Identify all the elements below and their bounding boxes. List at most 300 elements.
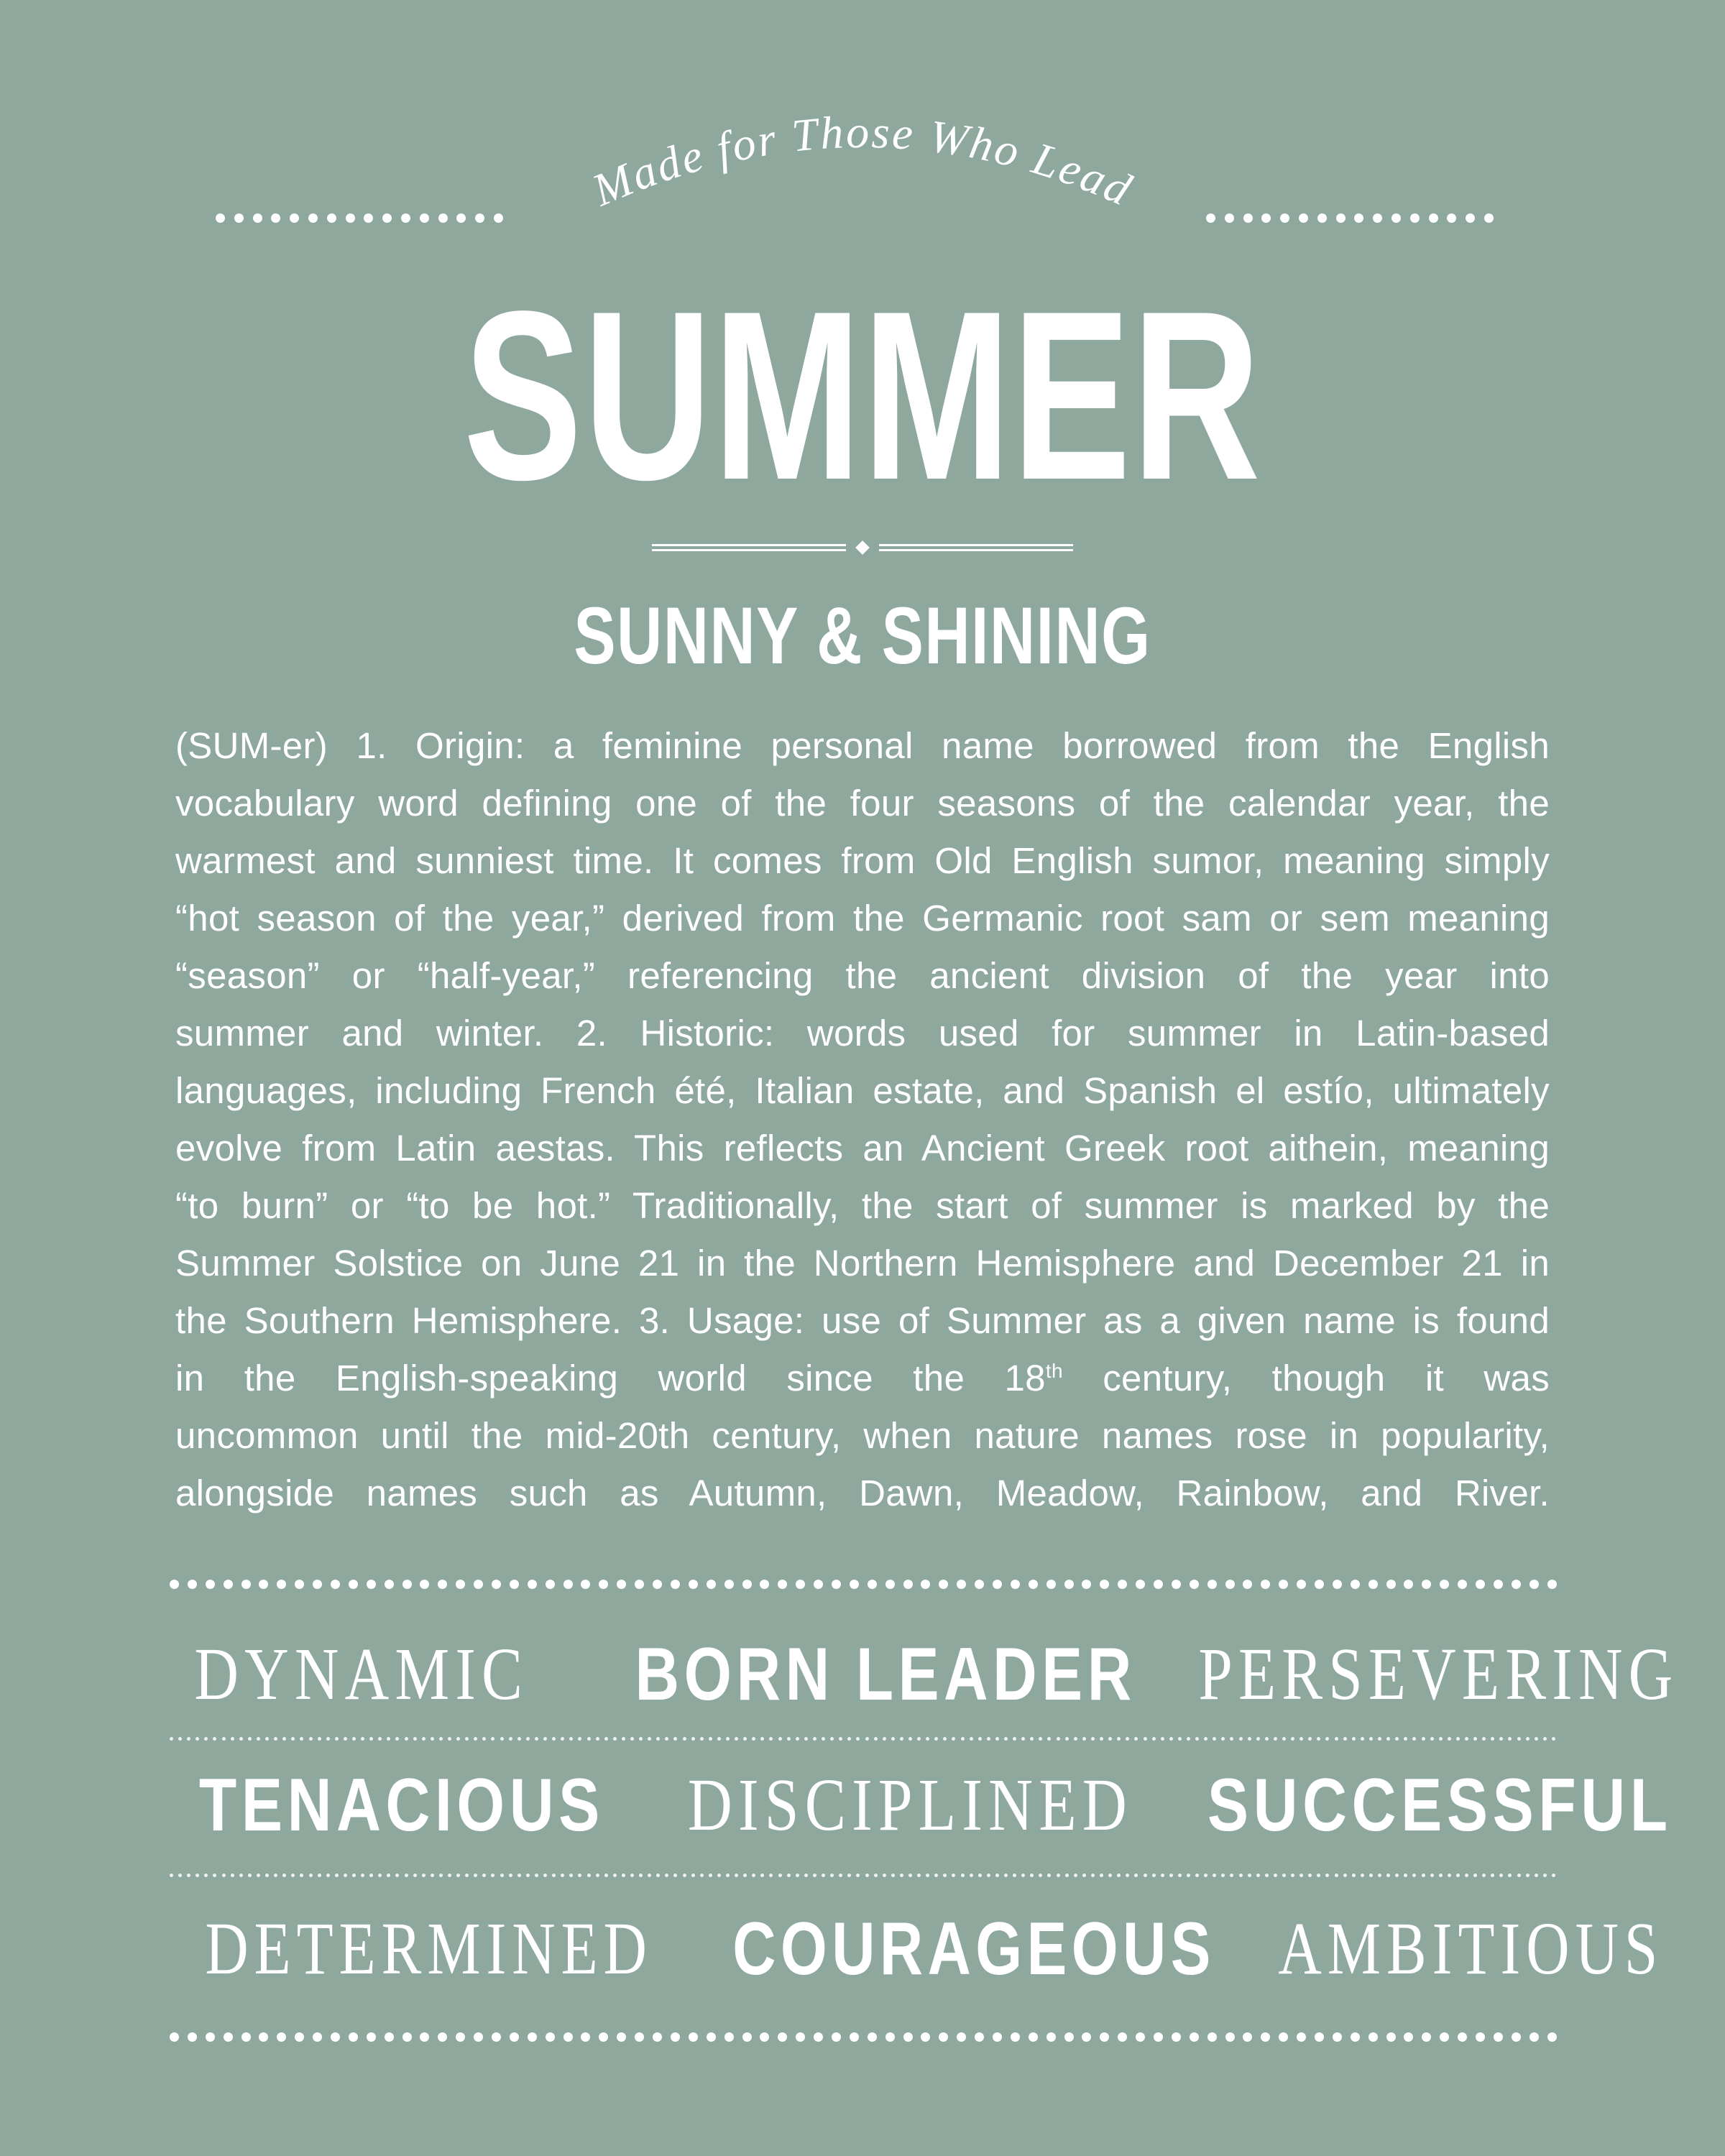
dot bbox=[673, 1874, 677, 1877]
dot bbox=[309, 1874, 313, 1877]
dot bbox=[500, 1874, 504, 1877]
dot bbox=[839, 1874, 842, 1877]
dot bbox=[274, 1737, 277, 1741]
dot bbox=[327, 213, 336, 223]
dot bbox=[295, 2032, 304, 2042]
dot bbox=[1208, 1580, 1217, 1589]
dot bbox=[431, 1874, 434, 1877]
dot bbox=[752, 1737, 755, 1741]
dot bbox=[482, 1737, 486, 1741]
tagline-arc bbox=[0, 0, 1725, 287]
dot bbox=[509, 1737, 512, 1741]
dot bbox=[234, 213, 244, 223]
dot bbox=[987, 1737, 990, 1741]
dot bbox=[1206, 213, 1215, 223]
dot bbox=[1195, 1874, 1199, 1877]
dot bbox=[1404, 1580, 1413, 1589]
dot bbox=[204, 1737, 208, 1741]
dot bbox=[787, 1737, 791, 1741]
definition-line bbox=[175, 1350, 1550, 1407]
dot bbox=[868, 2032, 877, 2042]
definition-line: “to burn” or “to be hot.” Traditionally, the start of summer is marked by the bbox=[175, 1185, 1550, 1226]
dot bbox=[796, 1874, 799, 1877]
dot bbox=[510, 2032, 519, 2042]
dot bbox=[344, 1737, 347, 1741]
dot bbox=[1178, 1874, 1182, 1877]
dot bbox=[346, 213, 355, 223]
dot bbox=[413, 1874, 417, 1877]
dot bbox=[405, 1737, 408, 1741]
dot bbox=[438, 213, 448, 223]
dot bbox=[405, 1874, 408, 1877]
dot bbox=[1169, 1737, 1173, 1741]
dot bbox=[683, 1874, 686, 1877]
dot bbox=[926, 1737, 929, 1741]
dot bbox=[242, 2032, 251, 2042]
dot bbox=[742, 1580, 752, 1589]
dot bbox=[995, 1874, 999, 1877]
dot bbox=[1039, 1737, 1042, 1741]
dot bbox=[422, 1874, 426, 1877]
traits-separator-2 bbox=[170, 1874, 1557, 1877]
dot bbox=[1508, 1737, 1512, 1741]
dot bbox=[1279, 1580, 1288, 1589]
dot bbox=[1422, 1737, 1425, 1741]
dot bbox=[224, 1580, 233, 1589]
dot bbox=[921, 2032, 930, 2042]
dot bbox=[364, 213, 373, 223]
dot bbox=[222, 1874, 226, 1877]
dot bbox=[1543, 1874, 1547, 1877]
dot bbox=[709, 1874, 712, 1877]
dot bbox=[865, 1737, 869, 1741]
dot bbox=[439, 1874, 443, 1877]
dot bbox=[1030, 1874, 1034, 1877]
dot bbox=[257, 1874, 260, 1877]
dot bbox=[975, 1580, 984, 1589]
dot bbox=[1343, 1874, 1347, 1877]
dot bbox=[170, 2032, 179, 2042]
dot bbox=[1412, 1737, 1416, 1741]
dot bbox=[622, 1874, 625, 1877]
dot bbox=[349, 2032, 358, 2042]
dot bbox=[402, 2032, 412, 2042]
dot bbox=[856, 1737, 860, 1741]
dot bbox=[1221, 1874, 1225, 1877]
dot bbox=[1422, 1580, 1431, 1589]
dot bbox=[344, 1874, 347, 1877]
dot bbox=[335, 1874, 339, 1877]
dot bbox=[448, 1874, 451, 1877]
dot bbox=[1261, 213, 1271, 223]
dot bbox=[1195, 1737, 1199, 1741]
dot bbox=[822, 1737, 825, 1741]
dot bbox=[787, 1874, 791, 1877]
dot bbox=[943, 1874, 947, 1877]
dot bbox=[367, 1580, 376, 1589]
dot bbox=[1369, 1737, 1373, 1741]
dot bbox=[224, 2032, 233, 2042]
dot bbox=[385, 2032, 394, 2042]
dot bbox=[1369, 1874, 1373, 1877]
dot bbox=[665, 1874, 668, 1877]
dot bbox=[216, 213, 225, 223]
dot bbox=[1074, 1874, 1077, 1877]
dot bbox=[1230, 1737, 1233, 1741]
dot bbox=[387, 1737, 390, 1741]
dot bbox=[290, 213, 299, 223]
dot bbox=[1308, 1737, 1312, 1741]
dot bbox=[274, 1874, 277, 1877]
dot bbox=[500, 1737, 504, 1741]
dot bbox=[1225, 1580, 1235, 1589]
dot bbox=[993, 1580, 1002, 1589]
top-left-dotted-rule bbox=[216, 213, 503, 223]
trait-word: BORN LEADER bbox=[635, 1633, 1136, 1716]
dot bbox=[760, 1737, 764, 1741]
dot bbox=[832, 2032, 841, 2042]
definition-line: “season” or “half-year,” referencing the ancient division of the year into bbox=[175, 955, 1550, 996]
dot bbox=[178, 1874, 182, 1877]
dot bbox=[1225, 2032, 1235, 2042]
dot bbox=[804, 1874, 808, 1877]
dot bbox=[1439, 1737, 1443, 1741]
dot bbox=[1343, 1737, 1347, 1741]
dot bbox=[1317, 1737, 1320, 1741]
dot bbox=[613, 1874, 617, 1877]
dot bbox=[1144, 1874, 1147, 1877]
dot bbox=[671, 1580, 680, 1589]
dot bbox=[1057, 1874, 1060, 1877]
dot bbox=[1082, 1580, 1091, 1589]
dot bbox=[665, 1737, 668, 1741]
dot bbox=[743, 1874, 747, 1877]
dot bbox=[1091, 1737, 1095, 1741]
dot bbox=[1261, 1580, 1270, 1589]
title-divider-ornament bbox=[647, 535, 1078, 563]
dot bbox=[422, 1737, 426, 1741]
dot bbox=[735, 1737, 738, 1741]
dot bbox=[760, 1580, 769, 1589]
dot bbox=[259, 1580, 268, 1589]
dot bbox=[569, 1737, 573, 1741]
dot bbox=[604, 1874, 608, 1877]
dot bbox=[528, 1580, 537, 1589]
dot bbox=[546, 2032, 555, 2042]
dot bbox=[1315, 2032, 1324, 2042]
dot bbox=[1308, 1874, 1312, 1877]
dot bbox=[900, 1737, 903, 1741]
dot bbox=[778, 2032, 787, 2042]
dot bbox=[282, 1737, 286, 1741]
dot bbox=[1021, 1874, 1025, 1877]
dot bbox=[970, 1737, 973, 1741]
dot bbox=[438, 2032, 447, 2042]
dot bbox=[1213, 1737, 1216, 1741]
dot bbox=[1221, 1737, 1225, 1741]
dot bbox=[778, 1737, 782, 1741]
dot bbox=[1169, 1874, 1173, 1877]
dot bbox=[908, 1737, 912, 1741]
dot bbox=[804, 1737, 808, 1741]
dot bbox=[438, 1580, 447, 1589]
dot bbox=[581, 1580, 590, 1589]
trait-word: COURAGEOUS bbox=[732, 1907, 1216, 1991]
dot bbox=[1297, 2032, 1306, 2042]
dot bbox=[456, 213, 466, 223]
dot bbox=[1265, 1874, 1269, 1877]
definition-line-start: in the English-speaking world since the 18 bbox=[175, 1358, 1046, 1399]
dot bbox=[1458, 1580, 1467, 1589]
dot bbox=[510, 1580, 519, 1589]
dot bbox=[494, 213, 503, 223]
dot bbox=[1517, 1874, 1521, 1877]
dot bbox=[313, 2032, 322, 2042]
dot bbox=[564, 2032, 573, 2042]
dot bbox=[778, 1874, 782, 1877]
dot bbox=[546, 1580, 555, 1589]
name-meaning: SUNNY & SHINING bbox=[574, 591, 1151, 681]
dot bbox=[1172, 1580, 1181, 1589]
dot bbox=[865, 1874, 869, 1877]
dot bbox=[656, 1737, 660, 1741]
dot bbox=[1526, 1737, 1530, 1741]
dot bbox=[1225, 213, 1234, 223]
dot bbox=[717, 1874, 721, 1877]
dot bbox=[1361, 1737, 1364, 1741]
dot bbox=[917, 1874, 921, 1877]
dot bbox=[318, 1874, 321, 1877]
dot bbox=[518, 1737, 521, 1741]
dot bbox=[856, 1874, 860, 1877]
dot bbox=[934, 1874, 938, 1877]
dot bbox=[277, 1580, 286, 1589]
dot bbox=[1412, 1874, 1416, 1877]
dot bbox=[1378, 1874, 1381, 1877]
dot bbox=[1404, 1737, 1407, 1741]
dot bbox=[691, 1874, 695, 1877]
dot bbox=[726, 1874, 730, 1877]
dot bbox=[796, 1580, 805, 1589]
dot bbox=[535, 1737, 538, 1741]
dot bbox=[1484, 213, 1494, 223]
dot bbox=[1213, 1874, 1216, 1877]
dot bbox=[231, 1874, 234, 1877]
dot bbox=[1465, 1737, 1468, 1741]
dot bbox=[1256, 1874, 1260, 1877]
dot bbox=[874, 1737, 878, 1741]
dot bbox=[1530, 1580, 1539, 1589]
dot bbox=[518, 1874, 521, 1877]
dot bbox=[439, 1737, 443, 1741]
dot bbox=[1440, 1580, 1449, 1589]
dot bbox=[277, 2032, 286, 2042]
dot bbox=[1315, 1580, 1324, 1589]
dot bbox=[769, 1737, 773, 1741]
dot bbox=[796, 2032, 805, 2042]
dot bbox=[206, 2032, 215, 2042]
dot bbox=[1243, 213, 1253, 223]
definition-line-tail: century, though it was bbox=[1103, 1358, 1550, 1399]
dot bbox=[1136, 2032, 1145, 2042]
dot bbox=[630, 1874, 634, 1877]
dot bbox=[1482, 1874, 1486, 1877]
dot bbox=[1280, 213, 1289, 223]
dot bbox=[239, 1737, 243, 1741]
dot bbox=[509, 1874, 512, 1877]
dot bbox=[1456, 1737, 1460, 1741]
dot bbox=[1108, 1737, 1112, 1741]
dot bbox=[752, 1874, 755, 1877]
dot bbox=[1134, 1874, 1138, 1877]
dot bbox=[1325, 1737, 1329, 1741]
dot bbox=[599, 1580, 608, 1589]
dot bbox=[613, 1737, 617, 1741]
dot bbox=[961, 1874, 965, 1877]
dot bbox=[689, 1580, 698, 1589]
dot bbox=[465, 1737, 469, 1741]
dot bbox=[648, 1874, 651, 1877]
dot bbox=[1300, 1874, 1303, 1877]
traits-bottom-dotted-rule bbox=[170, 2032, 1557, 2042]
dot bbox=[874, 1874, 878, 1877]
dot bbox=[814, 2032, 823, 2042]
dot bbox=[222, 1737, 226, 1741]
dot bbox=[291, 1737, 295, 1741]
dot bbox=[653, 2032, 662, 2042]
dot bbox=[1440, 2032, 1449, 2042]
dot bbox=[1517, 1737, 1521, 1741]
dot bbox=[1351, 1580, 1360, 1589]
dot bbox=[326, 1737, 330, 1741]
dot bbox=[993, 2032, 1002, 2042]
dot bbox=[1187, 1874, 1190, 1877]
dot bbox=[369, 1737, 373, 1741]
dot bbox=[1274, 1874, 1277, 1877]
dot bbox=[832, 1580, 841, 1589]
definition-line: alongside names such as Autumn, Dawn, Meadow, Rainbow, and River. bbox=[175, 1473, 1550, 1514]
dot bbox=[691, 1737, 695, 1741]
dot bbox=[707, 1580, 716, 1589]
dot bbox=[617, 1580, 626, 1589]
dot bbox=[903, 2032, 913, 2042]
dot bbox=[1368, 1580, 1378, 1589]
divider-line-left bbox=[652, 544, 846, 551]
dot bbox=[1300, 1737, 1303, 1741]
dot bbox=[349, 1580, 358, 1589]
dot bbox=[957, 1580, 966, 1589]
dot bbox=[587, 1737, 591, 1741]
dot bbox=[908, 1874, 912, 1877]
dot bbox=[543, 1874, 547, 1877]
dot bbox=[1430, 1874, 1434, 1877]
dot bbox=[300, 1874, 303, 1877]
dot bbox=[401, 213, 410, 223]
dot bbox=[1448, 1737, 1451, 1741]
dot bbox=[926, 1874, 929, 1877]
dot bbox=[1547, 1580, 1557, 1589]
dot bbox=[1152, 1737, 1156, 1741]
dot bbox=[1410, 213, 1420, 223]
dot bbox=[900, 1874, 903, 1877]
definition-line: warmest and sunniest time. It comes from Old English sumor, meaning simply bbox=[175, 840, 1550, 881]
dot bbox=[599, 2032, 608, 2042]
trait-word: DYNAMIC bbox=[194, 1633, 529, 1715]
dot bbox=[630, 1737, 634, 1741]
dot bbox=[188, 1580, 197, 1589]
dot bbox=[987, 1874, 990, 1877]
dot bbox=[1336, 213, 1346, 223]
dot bbox=[474, 1737, 477, 1741]
dot bbox=[639, 1874, 643, 1877]
dot bbox=[369, 1874, 373, 1877]
dot bbox=[1091, 1874, 1095, 1877]
dot bbox=[1378, 1737, 1381, 1741]
dot bbox=[1354, 213, 1363, 223]
dot bbox=[648, 1737, 651, 1741]
dot bbox=[1333, 1580, 1342, 1589]
dot bbox=[1261, 2032, 1270, 2042]
dot bbox=[830, 1737, 834, 1741]
dot bbox=[1161, 1737, 1164, 1741]
dot bbox=[850, 2032, 859, 2042]
dot bbox=[822, 1874, 825, 1877]
dot bbox=[313, 1580, 322, 1589]
dot bbox=[1317, 213, 1327, 223]
dot bbox=[1265, 1737, 1269, 1741]
dot bbox=[1011, 1580, 1020, 1589]
ordinal-suffix: th bbox=[1045, 1360, 1063, 1382]
dot bbox=[1499, 1874, 1503, 1877]
dot bbox=[170, 1580, 179, 1589]
dot bbox=[587, 1874, 591, 1877]
dot bbox=[1352, 1737, 1356, 1741]
dot bbox=[395, 1737, 399, 1741]
dot bbox=[700, 1874, 704, 1877]
dot bbox=[265, 1874, 269, 1877]
dot bbox=[1476, 1580, 1485, 1589]
dot bbox=[1482, 1737, 1486, 1741]
dot bbox=[1368, 2032, 1378, 2042]
dot bbox=[952, 1737, 955, 1741]
dot bbox=[178, 1737, 182, 1741]
dot bbox=[1178, 1737, 1182, 1741]
dot bbox=[1108, 1874, 1112, 1877]
dot bbox=[813, 1737, 816, 1741]
dot bbox=[187, 1874, 190, 1877]
dot bbox=[402, 1580, 412, 1589]
dot bbox=[1082, 2032, 1091, 2042]
dot bbox=[482, 1874, 486, 1877]
dot bbox=[526, 1874, 530, 1877]
dot bbox=[213, 1874, 216, 1877]
dot bbox=[1239, 1874, 1243, 1877]
dot bbox=[1466, 213, 1475, 223]
tagline-text: Made for Those Who Lead bbox=[585, 106, 1141, 216]
dot bbox=[700, 1737, 704, 1741]
dot bbox=[456, 1874, 460, 1877]
dot bbox=[1154, 2032, 1163, 2042]
dot bbox=[653, 1580, 662, 1589]
dot bbox=[1439, 1874, 1443, 1877]
dot bbox=[561, 1874, 564, 1877]
dot bbox=[326, 1874, 330, 1877]
dot bbox=[726, 1737, 730, 1741]
dot bbox=[387, 1874, 390, 1877]
dot bbox=[491, 1737, 494, 1741]
dot bbox=[1404, 2032, 1413, 2042]
dot bbox=[1291, 1737, 1294, 1741]
